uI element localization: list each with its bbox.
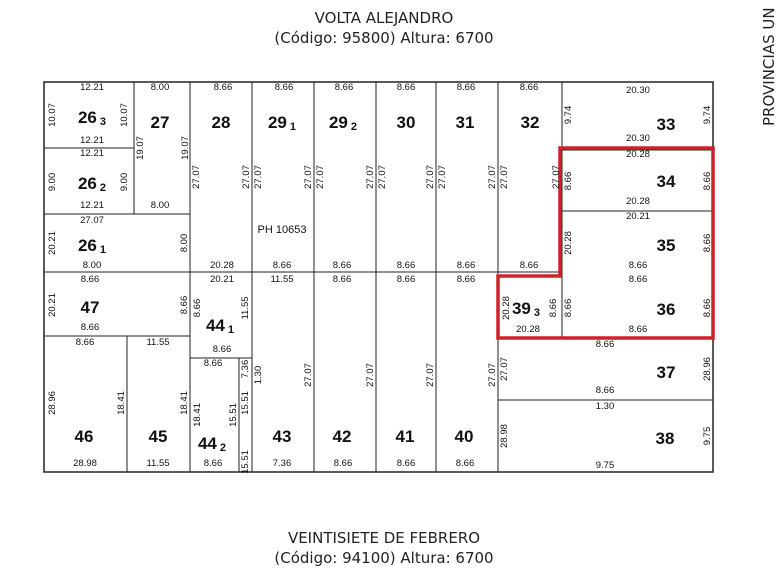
- dimension-label: 12.21: [80, 200, 104, 211]
- dimension-label: 8.66: [333, 458, 353, 469]
- dimension-label: 20.21: [626, 211, 650, 222]
- dimension-label: 9.75: [702, 426, 713, 446]
- dimension-label: 27.07: [437, 165, 448, 189]
- dimension-label: 8.66: [702, 298, 713, 318]
- lot-label: 44 2: [197, 434, 227, 454]
- street-bottom-name: VEINTISIETE DE FEBRERO: [287, 529, 481, 547]
- dimension-label: 8.66: [456, 274, 476, 285]
- lot-label: 44 1: [205, 316, 235, 336]
- lot-label: 26 2: [77, 174, 107, 194]
- lot-label: 34: [656, 172, 676, 191]
- dimension-label: 15.51: [240, 391, 251, 415]
- dimension-label: 7.36: [240, 359, 251, 379]
- dimension-label: 8.66: [179, 295, 190, 315]
- dimension-label: 8.66: [519, 260, 539, 271]
- street-right-name: PROVINCIAS UN: [760, 7, 778, 126]
- dimension-label: 27.07: [315, 165, 326, 189]
- dimension-label: 20.28: [501, 296, 512, 320]
- dimension-label: 8.66: [456, 260, 476, 271]
- lot-label: 43: [272, 427, 292, 446]
- lot-label: 29 1: [267, 113, 297, 133]
- street-bottom: [0, 528, 768, 568]
- lot-label: 42: [332, 427, 352, 446]
- dimension-label: 27.07: [487, 363, 498, 387]
- dimension-label: 27.07: [303, 165, 314, 189]
- dimension-label: 27.07: [487, 165, 498, 189]
- dimension-labels: [47, 82, 713, 474]
- street-top-code: (Código: 95800) Altura: 6700: [274, 29, 494, 47]
- dimension-label: 19.07: [180, 136, 191, 160]
- dimension-label: 8.66: [396, 458, 416, 469]
- dimension-label: 9.75: [595, 460, 615, 471]
- dimension-label: 19.07: [135, 136, 146, 160]
- dimension-label: 20.28: [516, 324, 540, 335]
- dimension-label: 8.66: [456, 82, 476, 93]
- lot-label: 35: [656, 236, 676, 255]
- dimension-label: 8.00: [150, 82, 170, 93]
- dimension-label: 8.00: [179, 233, 190, 253]
- lot-label: 40: [454, 427, 474, 446]
- dimension-label: 8.66: [80, 322, 100, 333]
- lot-label: 45: [148, 427, 168, 446]
- lot-label: 33: [656, 115, 676, 134]
- dimension-label: 27.07: [241, 165, 252, 189]
- dimension-label: 8.66: [334, 82, 354, 93]
- dimension-label: 8.66: [702, 233, 713, 253]
- dimension-label: 12.21: [80, 82, 104, 93]
- dimension-label: 20.28: [563, 231, 574, 255]
- dimension-label: 28.96: [702, 357, 713, 381]
- dimension-label: 9.00: [119, 172, 130, 192]
- dimension-label: 10.07: [47, 103, 58, 127]
- dimension-label: 8.66: [332, 274, 352, 285]
- dimension-label: 8.66: [455, 458, 475, 469]
- dimension-label: 11.55: [146, 458, 170, 469]
- dimension-label: 20.30: [626, 133, 650, 144]
- dimension-label: 28.96: [47, 391, 58, 415]
- dimension-label: 8.66: [548, 298, 559, 318]
- dimension-label: 12.21: [80, 148, 104, 159]
- lot-label: 37: [656, 363, 676, 382]
- dimension-label: 8.00: [150, 200, 170, 211]
- lot-label: 36: [656, 300, 676, 319]
- dimension-label: 20.30: [626, 85, 650, 96]
- dimension-label: 27.07: [425, 165, 436, 189]
- dimension-label: 9.74: [702, 105, 713, 125]
- lot-label: 39 3: [511, 299, 541, 319]
- lot-label: 28: [211, 113, 231, 132]
- dimension-label: 8.66: [212, 344, 232, 355]
- lot-label: 46: [74, 427, 94, 446]
- dimension-label: 27.07: [253, 165, 264, 189]
- lot-label: 47: [80, 298, 100, 317]
- dimension-label: 8.66: [519, 82, 539, 93]
- dimension-label: 8.66: [192, 298, 203, 318]
- dimension-label: 8.66: [628, 260, 648, 271]
- dimension-label: 15.51: [240, 450, 251, 474]
- lot-labels: [74, 105, 676, 454]
- dimension-label: 1.30: [595, 401, 615, 412]
- dimension-label: 27.07: [365, 165, 376, 189]
- dimension-label: 8.66: [628, 274, 648, 285]
- dimension-label: 28.98: [73, 458, 97, 469]
- dimension-label: 8.66: [702, 171, 713, 191]
- dimension-label: 18.41: [192, 403, 203, 427]
- lot-label: 32: [520, 113, 540, 132]
- dimension-label: 20.28: [210, 260, 234, 271]
- dimension-label: 9.00: [47, 172, 58, 192]
- dimension-label: 10.07: [119, 103, 130, 127]
- dimension-label: 20.28: [626, 149, 650, 160]
- dimension-label: 27.07: [499, 165, 510, 189]
- dimension-label: 11.55: [146, 337, 170, 348]
- dimension-label: 11.55: [240, 296, 251, 320]
- dimension-label: 8.66: [213, 82, 233, 93]
- dimension-label: 20.28: [626, 196, 650, 207]
- dimension-label: 20.21: [47, 231, 58, 255]
- dimension-label: 8.66: [75, 337, 95, 348]
- dimension-label: 9.74: [563, 105, 574, 125]
- dimension-label: 8.66: [563, 298, 574, 318]
- dimension-label: 27.07: [377, 165, 388, 189]
- dimension-label: 18.41: [179, 391, 190, 415]
- ph-label: PH 10653: [257, 224, 307, 236]
- lot-label: 31: [455, 113, 475, 132]
- dimension-label: 15.51: [228, 403, 239, 427]
- dimension-label: 27.07: [425, 363, 436, 387]
- dimension-label: 27.07: [365, 363, 376, 387]
- dimension-label: 8.66: [595, 385, 615, 396]
- dimension-label: 27.07: [551, 165, 562, 189]
- street-top-name: VOLTA ALEJANDRO: [314, 9, 454, 27]
- dimension-label: 27.07: [80, 215, 104, 226]
- dimension-label: 8.66: [332, 260, 352, 271]
- dimension-label: 8.66: [203, 358, 223, 369]
- dimension-label: 8.00: [82, 260, 102, 271]
- dimension-label: 11.55: [270, 274, 294, 285]
- dimension-label: 12.21: [80, 135, 104, 146]
- lot-label: 27: [150, 113, 170, 132]
- dimension-label: 8.66: [274, 82, 294, 93]
- dimension-label: 8.66: [595, 339, 615, 350]
- lot-label: 26 3: [77, 108, 107, 128]
- dimension-label: 8.66: [203, 458, 223, 469]
- lot-label: 30: [396, 113, 416, 132]
- dimension-label: 27.07: [303, 363, 314, 387]
- lot-label: 26 1: [77, 236, 107, 256]
- dimension-label: 8.66: [563, 171, 574, 191]
- street-bottom-code: (Código: 94100) Altura: 6700: [274, 549, 494, 567]
- dimension-label: 28.98: [499, 424, 510, 448]
- dimension-label: 20.21: [47, 293, 58, 317]
- dimension-label: 20.21: [210, 274, 234, 285]
- dimension-label: 27.07: [191, 165, 202, 189]
- dimension-label: 18.41: [116, 391, 127, 415]
- dimension-label: 7.36: [272, 458, 292, 469]
- dimension-label: 8.66: [628, 324, 648, 335]
- dimension-label: 8.66: [396, 260, 416, 271]
- dimension-label: 8.66: [80, 274, 100, 285]
- dimension-label: 8.66: [272, 260, 292, 271]
- lot-label: 41: [395, 427, 415, 446]
- dimension-label: 27.07: [499, 357, 510, 381]
- lot-label: 29 2: [328, 113, 358, 133]
- dimension-label: 8.66: [396, 82, 416, 93]
- dimension-label: 8.66: [396, 274, 416, 285]
- dimension-label: 1.30: [253, 365, 264, 385]
- lot-label: 38: [655, 429, 675, 448]
